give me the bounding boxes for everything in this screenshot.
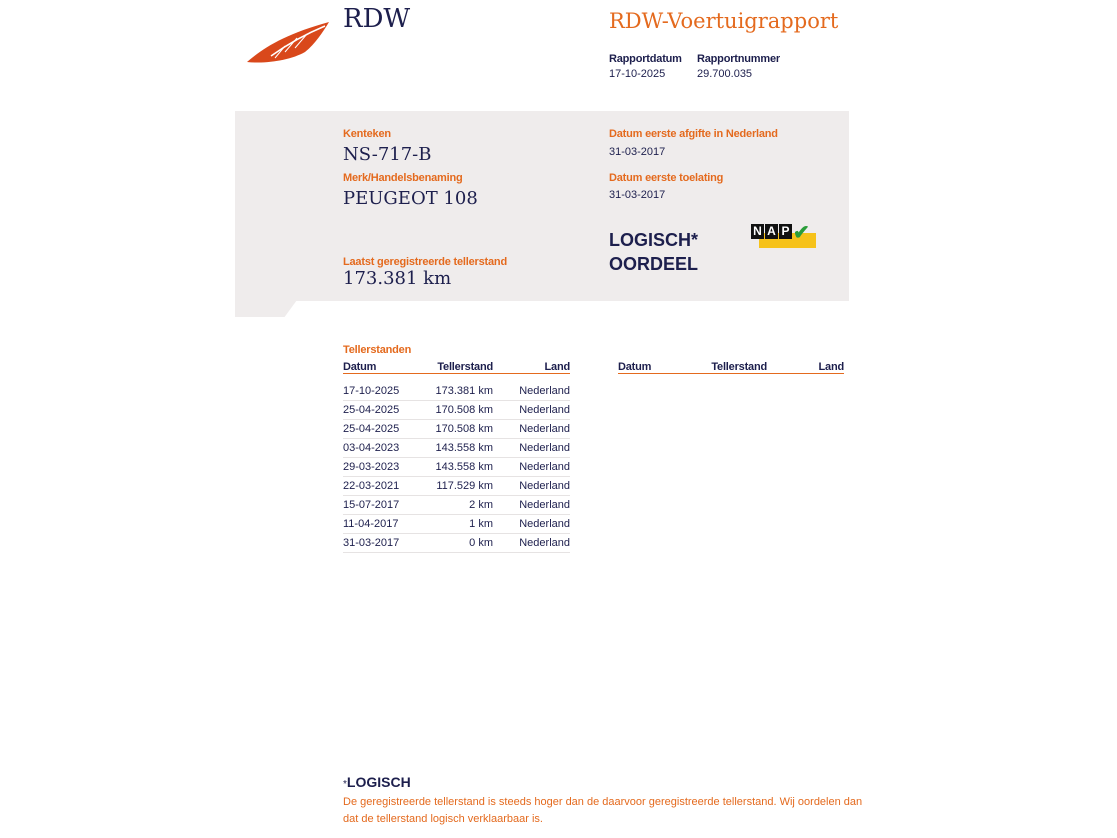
rdw-logo-icon	[245, 18, 333, 66]
report-number-label: Rapportnummer	[697, 53, 780, 65]
row-country: Nederland	[493, 457, 570, 476]
first-admission-label: Datum eerste toelating	[609, 172, 724, 184]
row-date: 15-07-2017	[343, 495, 418, 514]
table-row	[343, 400, 570, 419]
readings-table-2	[618, 361, 844, 374]
nap-letter-a: A	[765, 224, 778, 239]
table-row	[343, 533, 570, 552]
row-country: Nederland	[493, 533, 570, 552]
table-row	[343, 514, 570, 533]
make-label: Merk/Handelsbenaming	[343, 172, 463, 184]
plate-label: Kenteken	[343, 128, 391, 140]
row-country: Nederland	[493, 514, 570, 533]
brand-name: RDW	[343, 4, 411, 34]
report-date: 17-10-2025	[609, 68, 666, 80]
col-country: Land	[493, 361, 570, 374]
table-row	[343, 476, 570, 495]
row-odometer: 170.508 km	[418, 400, 493, 419]
row-country: Nederland	[493, 476, 570, 495]
make-value: PEUGEOT 108	[343, 188, 478, 209]
row-country: Nederland	[493, 382, 570, 401]
nap-logo-icon	[751, 224, 816, 248]
row-country: Nederland	[493, 419, 570, 438]
row-date: 03-04-2023	[343, 438, 418, 457]
row-odometer: 173.381 km	[418, 382, 493, 401]
first-admission-value: 31-03-2017	[609, 189, 666, 201]
footnote-title	[343, 774, 411, 790]
table-row	[343, 382, 570, 401]
nap-letter-n: N	[751, 224, 764, 239]
report-number: 29.700.035	[697, 68, 753, 80]
col-date: Datum	[343, 361, 418, 374]
col-country-2: Land	[767, 361, 844, 374]
first-issue-nl-value: 31-03-2017	[609, 146, 666, 158]
last-odometer-label: Laatst geregistreerde tellerstand	[343, 256, 507, 268]
nap-letter-p: P	[779, 224, 792, 239]
col-odometer: Tellerstand	[418, 361, 493, 374]
footnote-title-text: LOGISCH	[346, 774, 411, 790]
report-date-label: Rapportdatum	[609, 53, 682, 65]
footnote-text: De geregistreerde tellerstand is steeds hoger dan de daarvoor geregistreerde tellerstand. Wij oordelen dan dat de tellerstand logisch verklaarbaar is.	[343, 796, 863, 825]
row-country: Nederland	[493, 400, 570, 419]
row-odometer: 143.558 km	[418, 438, 493, 457]
row-odometer: 0 km	[418, 533, 493, 552]
plate-value: NS-717-B	[343, 144, 432, 165]
readings-header-row	[343, 361, 570, 374]
readings-header-row-2	[618, 361, 844, 374]
row-date: 22-03-2021	[343, 476, 418, 495]
row-odometer: 143.558 km	[418, 457, 493, 476]
row-date: 17-10-2025	[343, 382, 418, 401]
row-date: 29-03-2023	[343, 457, 418, 476]
readings-table	[343, 361, 570, 553]
last-odometer-value: 173.381 km	[343, 268, 452, 289]
row-date: 25-04-2025	[343, 400, 418, 419]
first-issue-nl-label: Datum eerste afgifte in Nederland	[609, 128, 778, 140]
col-odometer-2: Tellerstand	[693, 361, 767, 374]
table-row	[343, 495, 570, 514]
table-row	[343, 438, 570, 457]
footnote-asterisk: *	[343, 779, 347, 790]
checkmark-icon: ✔	[793, 222, 810, 244]
report-title: RDW-Voertuigrapport	[609, 9, 839, 33]
row-odometer: 1 km	[418, 514, 493, 533]
readings-title: Tellerstanden	[343, 344, 412, 356]
verdict-line-1: LOGISCH*	[609, 230, 699, 250]
row-odometer: 2 km	[418, 495, 493, 514]
row-country: Nederland	[493, 438, 570, 457]
table-row	[343, 419, 570, 438]
row-odometer: 117.529 km	[418, 476, 493, 495]
row-date: 31-03-2017	[343, 533, 418, 552]
row-date: 11-04-2017	[343, 514, 418, 533]
table-row	[343, 457, 570, 476]
verdict-line-2: OORDEEL	[609, 254, 699, 274]
verdict	[609, 228, 698, 276]
row-country: Nederland	[493, 495, 570, 514]
panel-tab-decoration	[235, 300, 297, 317]
row-odometer: 170.508 km	[418, 419, 493, 438]
col-date-2: Datum	[618, 361, 693, 374]
row-date: 25-04-2025	[343, 419, 418, 438]
